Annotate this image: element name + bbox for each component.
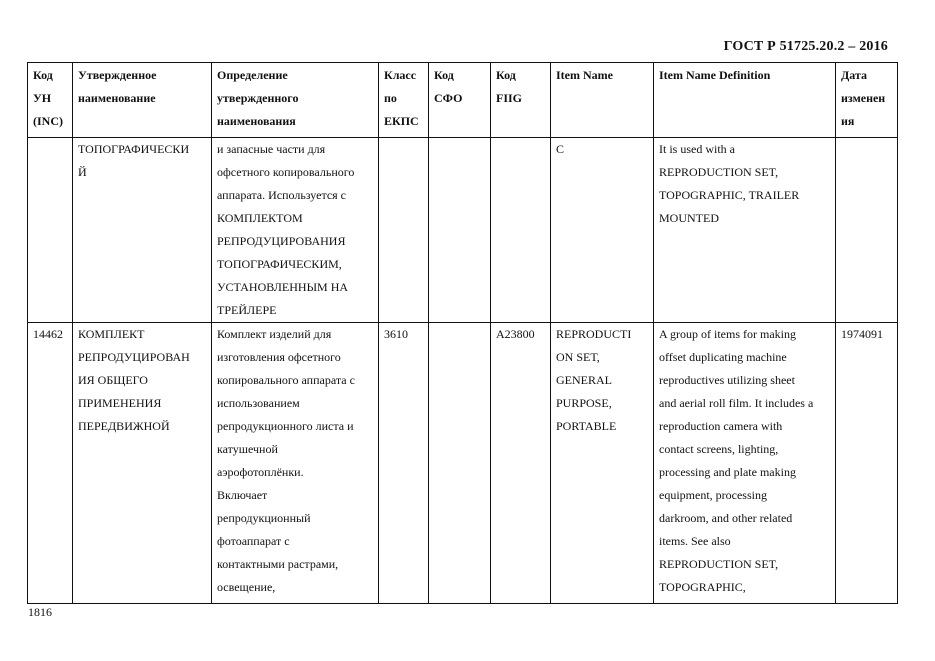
cell-approved-name-definition: и запасные части для офсетного копировального аппарата. Используется с КОМПЛЕКТОМ РЕПРОДУЦИРОВАНИЯ ТОПОГРАФИЧЕСКИМ, УСТАНОВЛЕННЫМ НА ТРЕЙЛЕРЕ bbox=[212, 138, 379, 323]
table-row bbox=[28, 138, 898, 323]
cell-change-date: 1974091 bbox=[836, 323, 898, 604]
cell-ekps-class bbox=[379, 138, 429, 323]
cell-fiig-code bbox=[491, 138, 551, 323]
cell-sfo-code bbox=[429, 323, 491, 604]
cell-item-name-definition: It is used with a REPRODUCTION SET, TOPOGRAPHIC, TRAILER MOUNTED bbox=[654, 138, 836, 323]
cell-item-name-definition: A group of items for making offset duplicating machine reproductives utilizing sheet and aerial roll film. It includes a reproduction camera with contact screens, lighting, processing and plate making equipment, processing darkroom, and other related items. See also REPRODUCTION SET, TOPOGRAPHIC, bbox=[654, 323, 836, 604]
header-approved-name: Утвержденное наименование bbox=[73, 63, 212, 138]
header-inc: Код УН (INC) bbox=[28, 63, 73, 138]
header-item-name-definition: Item Name Definition bbox=[654, 63, 836, 138]
header-ekps-class: Класс по ЕКПС bbox=[379, 63, 429, 138]
cell-change-date bbox=[836, 138, 898, 323]
header-sfo-code: Код СФО bbox=[429, 63, 491, 138]
cell-item-name: REPRODUCTI ON SET, GENERAL PURPOSE, PORTABLE bbox=[551, 323, 654, 604]
header-change-date: Дата изменен ия bbox=[836, 63, 898, 138]
cell-approved-name: ТОПОГРАФИЧЕСКИ Й bbox=[73, 138, 212, 323]
header-fiig-code: Код FIIG bbox=[491, 63, 551, 138]
cell-item-name: C bbox=[551, 138, 654, 323]
cell-inc: 14462 bbox=[28, 323, 73, 604]
header-approved-name-definition: Определение утвержденного наименования bbox=[212, 63, 379, 138]
cell-approved-name-definition: Комплект изделий для изготовления офсетного копировального аппарата с использованием репродукционного листа и катушечной аэрофотоплёнки. Включает репродукционный фотоаппарат с контактными растрами, освещение, bbox=[212, 323, 379, 604]
cell-fiig-code: A23800 bbox=[491, 323, 551, 604]
cell-ekps-class: 3610 bbox=[379, 323, 429, 604]
table-header-row bbox=[28, 63, 898, 138]
table-row bbox=[28, 323, 898, 604]
header-item-name: Item Name bbox=[551, 63, 654, 138]
nomenclature-table bbox=[27, 62, 898, 604]
cell-sfo-code bbox=[429, 138, 491, 323]
cell-inc bbox=[28, 138, 73, 323]
page-number: 1816 bbox=[28, 605, 52, 619]
cell-approved-name: КОМПЛЕКТ РЕПРОДУЦИРОВАН ИЯ ОБЩЕГО ПРИМЕНЕНИЯ ПЕРЕДВИЖНОЙ bbox=[73, 323, 212, 604]
document-standard-header: ГОСТ Р 51725.20.2 – 2016 bbox=[723, 39, 888, 54]
